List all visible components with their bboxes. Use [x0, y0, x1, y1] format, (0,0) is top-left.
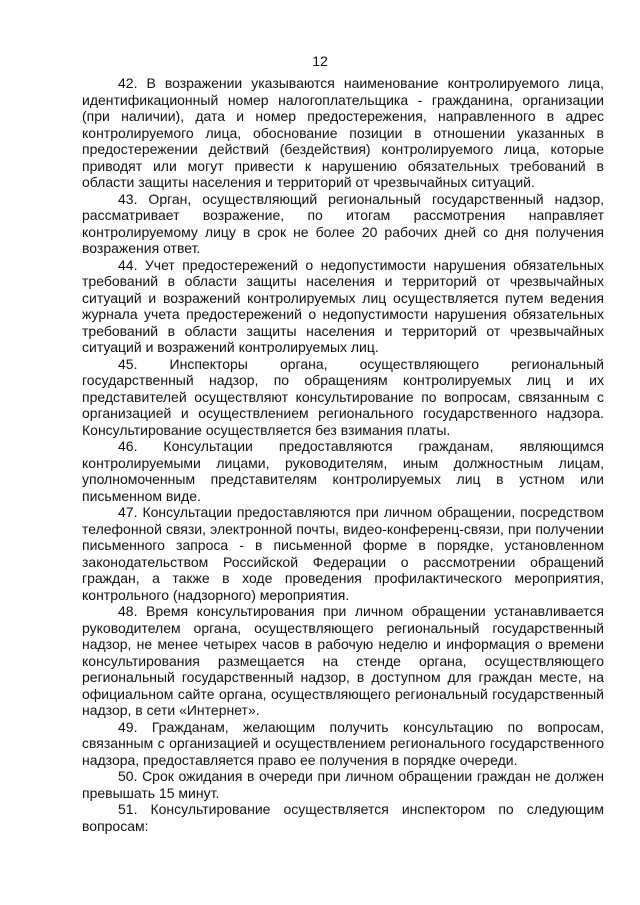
paragraph-45: 45. Инспекторы органа, осуществляющего региональный государственный надзор, по обращениям контролируемых лиц и их представителей осуществляют консультирование по вопросам, связанным с организацией и осуществлением регионального государственного надзора. Консультирование осуществляется без взимания платы. [82, 355, 604, 438]
paragraph-44: 44. Учет предостережений о недопустимости нарушения обязательных требований в области защиты населения и территорий от чрезвычайных ситуаций и возражений контролируемых лиц осуществляется путем ведения журнала учета предостережений о недопустимости нарушения обязательных требований в области защиты населения и территорий от чрезвычайных ситуаций и возражений контролируемых лиц. [82, 256, 604, 355]
paragraph-51: 51. Консультирование осуществляется инспектором по следующим вопросам: [82, 801, 604, 834]
paragraph-49: 49. Гражданам, желающим получить консультацию по вопросам, связанным с организацией и осуществлением регионального государственного надзора, предоставляется право ее получения в порядке очереди. [82, 718, 604, 768]
document-body [82, 75, 604, 834]
paragraph-46: 46. Консультации предоставляются гражданам, являющимся контролируемыми лицами, руководителям, иным должностным лицам, уполномоченным представителям контролируемых лиц в устном или письменном виде. [82, 438, 604, 504]
page-number: 12 [312, 53, 328, 69]
paragraph-48: 48. Время консультирования при личном обращении устанавливается руководителем органа, осуществляющего региональный государственный надзор, не менее четырех часов в рабочую неделю и информация о времени консультирования размещается на стенде органа, осуществляющего региональный государственный надзор, в доступном для граждан месте, на официальном сайте органа, осуществляющего региональный государственный надзор, в сети «Интернет». [82, 603, 604, 718]
paragraph-43: 43. Орган, осуществляющий региональный государственный надзор, рассматривает возражение, по итогам рассмотрения направляет контролируемому лицу в срок не более 20 рабочих дней со дня получения возражения ответ. [82, 190, 604, 256]
paragraph-50: 50. Срок ожидания в очереди при личном обращении граждан не должен превышать 15 минут. [82, 768, 604, 801]
paragraph-47: 47. Консультации предоставляются при личном обращении, посредством телефонной связи, электронной почты, видео-конференц-связи, при получении письменного запроса - в письменной форме в порядке, установленном законодательством Российской Федерации о рассмотрении обращений граждан, а также в ходе проведения профилактического мероприятия, контрольного (надзорного) мероприятия. [82, 504, 604, 603]
paragraph-42: 42. В возражении указываются наименование контролируемого лица, идентификационный номер налогоплательщика - гражданина, организации (при наличии), дата и номер предостережения, направленного в адрес контролируемого лица, обоснование позиции в отношении указанных в предостережении действий (бездействия) контролируемого лица, которые приводят или могут привести к нарушению обязательных требований в области защиты населения и территорий от чрезвычайных ситуаций. [82, 75, 604, 190]
